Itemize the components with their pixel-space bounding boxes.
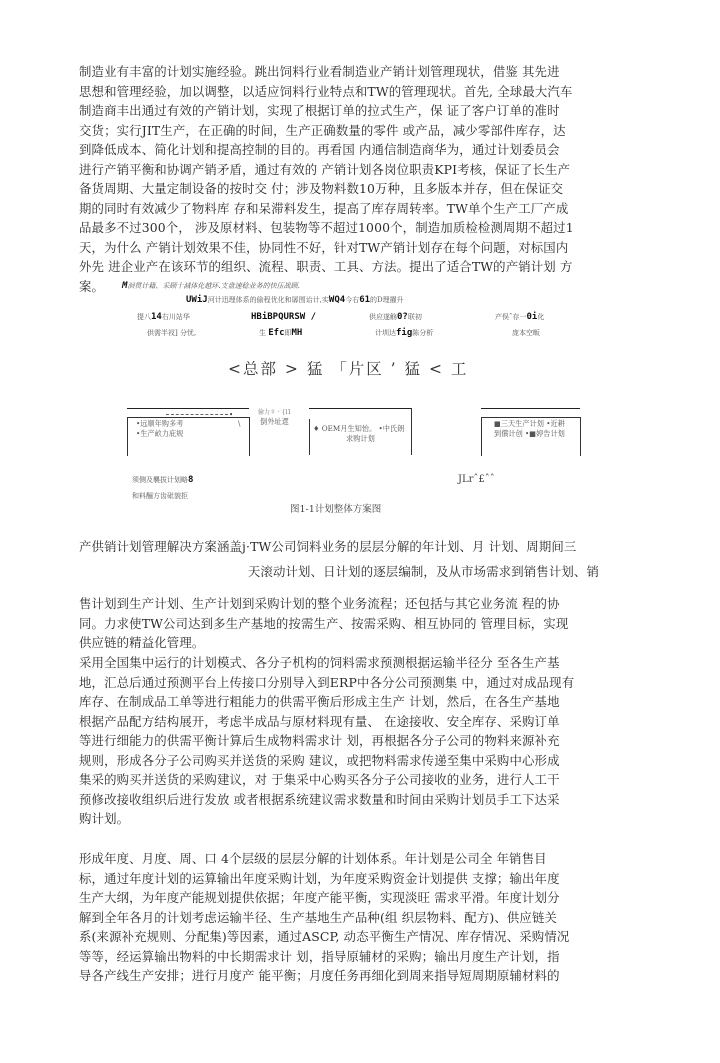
box2-top-line [309,408,411,409]
text-line: 产供销计划管理解决方案涵盖j·TW公司饲料业务的层层分解的年计划、月 计划、周期间三 [79,539,577,554]
text-line: 等进行细能力的供需平衡计算后生成物料需求计 划，再根据各分子公司的物料来源补充 [79,733,560,748]
box1-backslash: \ [238,419,241,428]
paragraph-planning-mode [79,653,599,829]
paragraph-solution-rest [79,594,599,653]
text-line: 系(来源补充规则、分配集)等因素，通过ASCP, 动态平衡生产情况、库存情况、采购情况 [79,929,570,944]
box2-corner [411,408,412,419]
figure-row2-item: 庞本空畈 [512,329,540,337]
box1-line: •生产畝力庇规 [136,429,184,438]
text-line: 预修改接收组织后进行发放 或者根据系统建议需求数量和时间由采购计划员手工下达采 [79,791,560,807]
middle-label-top: 偷力ㅎㆍ{l1 [258,409,292,416]
text-line: 进行产销平衡和协调产销矛盾，通过有效的 产销计划各岗位职责KPI考核，保证了长生产 [79,161,571,177]
text-line: 天，为什么 产销计划效果不佳，协同性不好，针对TW产销计划存在每个问题，对标国内 [79,239,569,255]
figure-row1-item: 产俣ˆ存一0i化 [495,312,545,322]
text-line: 地，汇总后通过预测平台上传接口分别导入到ERP中各分公司预测集 中，通过对成品现有 [79,674,575,690]
figure-header-line-2: UWiJ河计迅理体系的偷程优化和孱围诒计,实WQ4今右61的D理擢升 [186,295,404,305]
text-line: 品最多不过300个， 涉及原材料、包装物等不超过1000个，制造加质检检测周期不超过1 [79,220,574,235]
text-line: 天滚动计划、日计划的逐层编制，及从市场需求到销售计划、销 [247,564,599,579]
text-line: 备货周期、大量定制设备的按时交 付；涉及物料数10万种，且多版本并存，但在保证交 [79,181,564,196]
box2-line: 求购计划 [346,434,375,443]
text-line: 到降低成本、简化计划和提高控制的目的。再看国 内通信制造商华为，通过计划委员会 [79,142,560,157]
figure-header-line-1: M洄贯计籍、采顾十減体化越环.支盘速稔业务的快压战顾. [122,281,300,291]
figure-levels-label: <总部 > 猛 「片区 ’ 猛 < 工 [228,360,469,378]
text-line: 解到全年各月的计划考虑运输半径、生产基地生产品种(组 织层物料、配方)、供应链关 [79,909,558,925]
text-line: 售计划到生产计划、生产计划到采购计划的整个业务流程；还包括与其它业务流 程的协 [79,596,560,611]
box-oem [309,419,412,455]
text-line: 制造商丰出通过有效的产销计划，实现了根据订单的拉式生产，保 证了客户订单的准时 [79,103,560,118]
figure-bottom-right: JLrˆ£ˆˆ [458,474,495,485]
text-line: 案。 [79,278,105,294]
text-line: 期的同时有效减少了物料库 存和呆滞料发生，提高了库存周转率。TW单个生产工厂产成 [79,200,569,216]
middle-label: 倒外址遝 [260,417,289,426]
box3-top-line [481,408,580,409]
paragraph-solution [79,537,599,557]
text-line: 制造业有丰富的计划实施经验。跳出饲料行业看制造业产销计划管理现状，借鉴 其先进 [79,64,560,79]
box1-top-line [127,408,249,409]
figure-caption: 图1-1计划整体方案图 [290,504,382,515]
connector-dot: • [229,411,234,419]
paragraph-plan-hierarchy [79,849,599,986]
box-forecast [127,411,250,456]
figure-bottom-left-line-2: 和料酾方齿砒貌拒 [132,492,188,500]
box3-line: ■三天生产计划 •近耕 [494,419,565,428]
text-line: 形成年度、月度、周、口 4个层级的层层分解的计划体系。年计划是公司全 年销售目 [79,851,547,866]
figure-row2-item: 供需半衩] 分忧, [147,329,197,337]
text-line: 根据产品配方结构展开，考虑半成品与原材料现有量、 在途接收、安全库存、采购订单 [79,713,560,729]
text-line: 思想和管理经验，加以调整，以适应饲料行业特点和TW的管理现状。首先, 全球最大汽车 [79,83,573,99]
text-line: 规则，形成各分子公司购买并送货的采购 建议，或把物料需求传递至集中采购中心形成 [79,752,560,768]
text-line: 生产大纲，为年度产能规划提供依据；年度产能平衡，实现淡旺 需求平滑。年度计划分 [79,890,560,905]
figure-row1-item: 提八14右川站华 [137,312,190,322]
dashed-connector [166,414,228,415]
figure-bottom-left-line-1: 须侧及襲拔计划略8 [132,475,194,485]
figure-row1-item: HBiBPQURSW / [251,312,317,322]
text-line: 库存、在制成品工单等进行粗能力的供需平衡后形成主生产 计划，然后，在各生产基地 [79,694,560,709]
text-line: 等等，经运算输出物料的中长期需求计 划，指导原辅材的采购；输出月度生产计划，指 [79,948,560,964]
box3-line: 到償计创 •■婷告计划 [494,429,565,438]
text-line: 同。力求使TW公司达到多生产基地的按需生产、按需采购、相互协同的 管理目标，实现 [79,615,569,631]
paragraph-solution-cont [79,562,599,582]
text-line: 标，通过年度计划的运算输出年度采购计划，为年度采购资金计划提供 支撑；输出年度 [79,870,560,886]
paragraph-intro [79,62,599,296]
figure-row2-item: 生 Efc即MH [259,328,303,338]
figure-row2-item: 计圳达fig陈分析 [375,328,434,338]
text-line: 导各产线生产安排；进行月度产 能平衡；月度任务再细化到周来指导短周期原辅材料的 [79,968,560,983]
box2-line: ♦ OEM月生知怡。 •中氏朗 [313,424,405,433]
text-line: 采用全国集中运行的计划模式、各分子机构的饲料需求预测根据运输半径分 至各生产基 [79,655,560,670]
text-line: 外先 进企业产在该环节的组织、流程、职责、工具、方法。提出了适合TW的产销计划 方 [79,259,573,274]
box1-line: •远顺年购多考 [136,419,184,428]
box-three-day-plan [481,417,581,456]
text-line: 交货；实行JIT生产，在正确的时间，生产正确数量的零件 或产品，减少零部件库存，达 [79,122,566,138]
figure-row1-item: 供应遂觞0?联初 [369,312,422,322]
text-line: 集采的购买并送货的采购建议，对 于集采中心购买各分子公司接收的业务，进行人工干 [79,772,560,787]
text-line: 购计划。 [79,811,130,826]
text-line: 供应链的精益化管理。 [79,635,205,650]
